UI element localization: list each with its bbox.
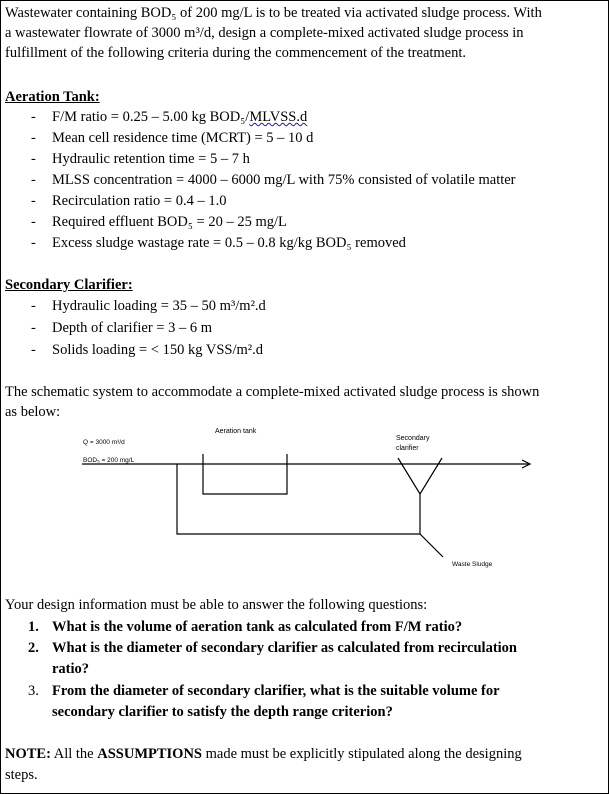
aeration-tank: [203, 454, 287, 494]
aeration-tank-label: Aeration tank: [215, 428, 257, 435]
secondary-clarifier: [398, 458, 442, 494]
hrt-item: Hydraulic retention time = 5 – 7 h: [52, 151, 250, 167]
question-2-line-1: What is the diameter of secondary clarifier as calculated from recirculation: [52, 640, 517, 656]
note-line-2: steps.: [5, 767, 38, 783]
wastage-rate-item: Excess sludge wastage rate = 0.5 – 0.8 kg/kg BOD₅ removed: [52, 235, 406, 251]
aeration-heading: Aeration Tank:: [5, 89, 100, 105]
question-1: What is the volume of aeration tank as calculated from F/M ratio?: [52, 619, 463, 635]
flow-label: Q = 3000 m³/d: [83, 439, 125, 446]
solids-loading-item: Solids loading = < 150 kg VSS/m².d: [52, 342, 263, 358]
question-2-number: 2.: [28, 640, 39, 656]
intro-line-3: fulfillment of the following criteria during the commencement of the treatment.: [5, 45, 467, 61]
bod-label: BOD₅ = 200 mg/L: [83, 457, 135, 464]
bullet-dash: -: [31, 130, 36, 146]
schematic-line-2: as below:: [5, 404, 61, 420]
process-schematic: [0, 420, 609, 580]
clarifier-label-1: Secondary: [396, 435, 430, 442]
questions-intro: Your design information must be able to answer the following questions:: [5, 597, 428, 613]
clarifier-label-2: clarifier: [396, 445, 419, 452]
question-1-number: 1.: [28, 619, 39, 635]
bullet-dash: -: [31, 214, 36, 230]
bullet-dash: -: [31, 342, 36, 358]
bullet-dash: -: [31, 235, 36, 251]
mlss-item: MLSS concentration = 4000 – 6000 mg/L with 75% consisted of volatile matter: [52, 172, 516, 188]
bullet-dash: -: [31, 320, 36, 336]
question-3-line-2: secondary clarifier to satisfy the depth range criterion?: [52, 704, 393, 720]
depth-item: Depth of clarifier = 3 – 6 m: [52, 320, 212, 336]
intro-line-2: a wastewater flowrate of 3000 m³/d, design a complete-mixed activated sludge process in: [5, 25, 524, 41]
bullet-dash: -: [31, 151, 36, 167]
schematic-line-1: The schematic system to accommodate a complete-mixed activated sludge process is shown: [5, 384, 540, 400]
effluent-bod-item: Required effluent BOD₅ = 20 – 25 mg/L: [52, 214, 287, 230]
bullet-dash: -: [31, 298, 36, 314]
note-line-1: NOTE: All the ASSUMPTIONS made must be explicitly stipulated along the designing: [5, 746, 522, 762]
waste-sludge-line: [420, 534, 443, 557]
intro-line-1: Wastewater containing BOD₅ of 200 mg/L is to be treated via activated sludge process. With: [5, 5, 542, 21]
clarifier-heading: Secondary Clarifier:: [5, 277, 133, 293]
waste-sludge-label: Waste Sludge: [452, 561, 493, 568]
question-3-number: 3.: [28, 683, 39, 699]
question-2-line-2: ratio?: [52, 661, 90, 677]
hydraulic-loading-item: Hydraulic loading = 35 – 50 m³/m².d: [52, 298, 266, 314]
recirculation-item: Recirculation ratio = 0.4 – 1.0: [52, 193, 227, 209]
bullet-dash: -: [31, 109, 36, 125]
bullet-dash: -: [31, 172, 36, 188]
bullet-dash: -: [31, 193, 36, 209]
fm-ratio-item: F/M ratio = 0.25 – 5.00 kg BOD₅/MLVSS.d: [52, 109, 308, 125]
question-3-line-1: From the diameter of secondary clarifier, what is the suitable volume for: [52, 683, 500, 699]
recycle-line: [177, 464, 420, 534]
mcrt-item: Mean cell residence time (MCRT) = 5 – 10 d: [52, 130, 314, 146]
